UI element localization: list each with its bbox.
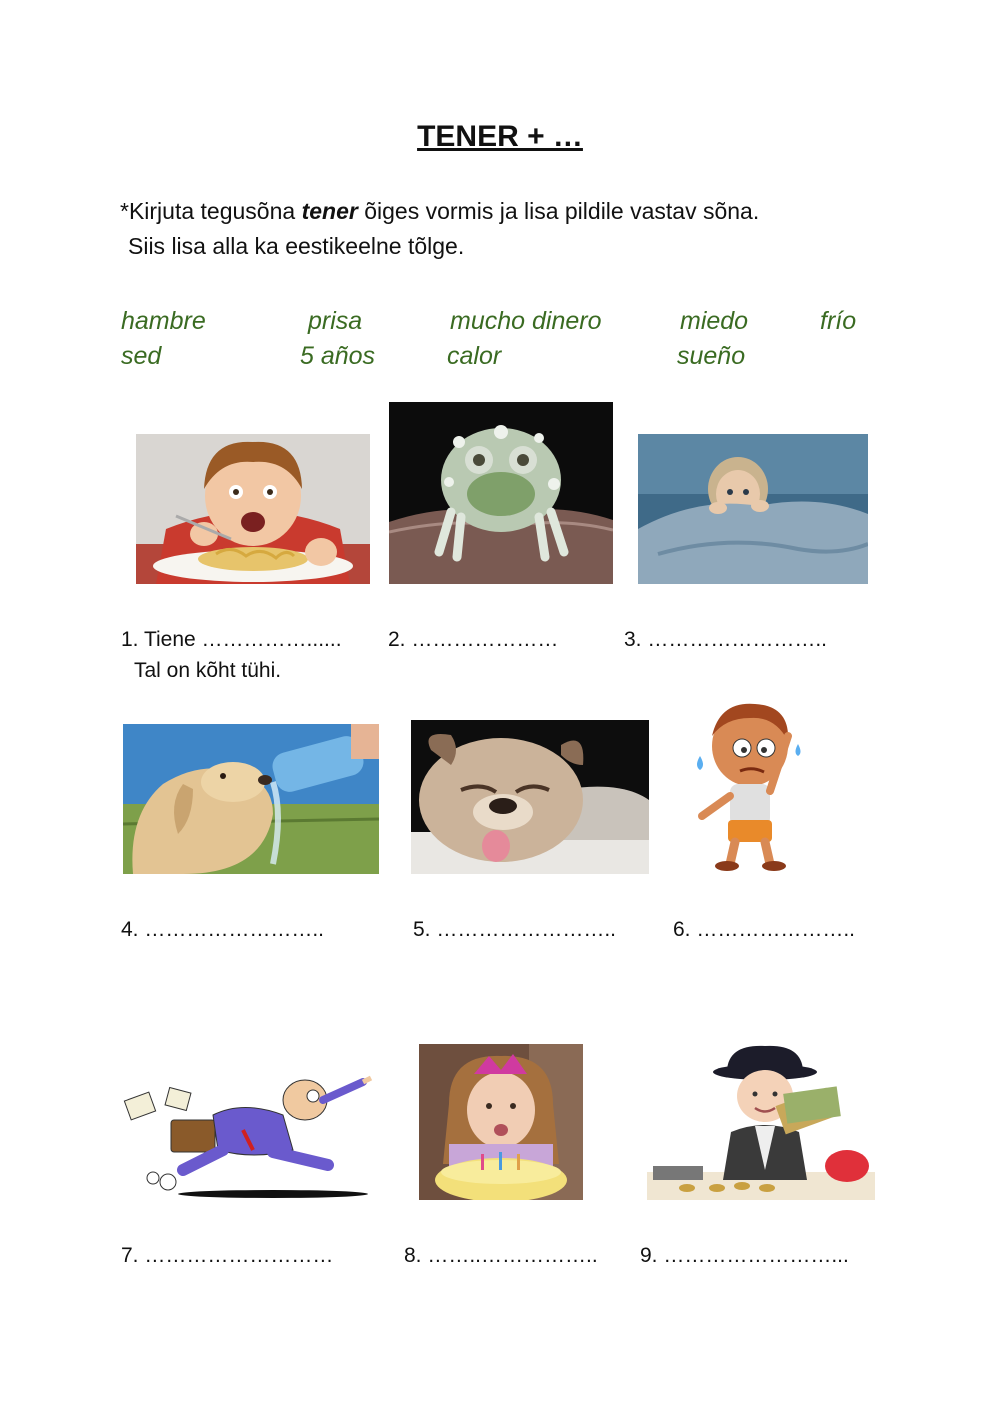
boy-eating-spaghetti-photo [136, 434, 370, 584]
rich-boy-with-money-photo [647, 1040, 875, 1200]
word-bank-item: frío [820, 307, 857, 335]
scared-girl-under-blanket-photo [638, 434, 868, 584]
word-bank-item: miedo [680, 307, 749, 335]
answer-9[interactable]: 9. ……………………... [640, 1244, 849, 1267]
answer-5[interactable]: 5. …………………….. [413, 918, 617, 941]
answer-1[interactable]: 1. Tiene ……………...... [121, 628, 342, 651]
answer-4[interactable]: 4. …………………….. [121, 918, 325, 941]
answer-1-translation: Tal on kõht tühi. [134, 659, 282, 682]
instruction-line-1 [120, 198, 759, 225]
answer-8[interactable]: 8. ……..…………….. [404, 1244, 598, 1267]
word-bank-item: sed [121, 342, 162, 370]
answer-2[interactable]: 2. ………………… [388, 628, 559, 651]
instruction-suffix: õiges vormis ja lisa pildile vastav sõna. [357, 198, 760, 224]
instruction-verb: tener [301, 198, 358, 224]
instruction-line-2: Siis lisa alla ka eestikeelne tõlge. [128, 233, 465, 259]
sweating-hot-boy-cartoon [680, 696, 810, 874]
word-bank-item: calor [447, 342, 502, 370]
word-bank-item: mucho dinero [450, 307, 602, 335]
answer-6[interactable]: 6. ………………….. [673, 918, 856, 941]
word-bank-item: hambre [121, 307, 206, 335]
page-title: TENER + … [417, 120, 583, 153]
answer-3[interactable]: 3. …………………….. [624, 628, 828, 651]
word-bank-item: sueño [677, 342, 746, 370]
sleepy-bulldog-photo [411, 720, 649, 874]
thirsty-dog-drinking-water-photo [123, 724, 379, 874]
word-bank-item: 5 años [300, 342, 376, 370]
word-bank-item: prisa [308, 307, 363, 335]
answer-7[interactable]: 7. ……………………… [121, 1244, 334, 1267]
girl-blowing-birthday-cake-photo [419, 1044, 583, 1200]
instruction-prefix: *Kirjuta tegusõna [120, 198, 302, 224]
frozen-frog-photo [389, 402, 613, 584]
running-businessman-cartoon [123, 1070, 375, 1200]
